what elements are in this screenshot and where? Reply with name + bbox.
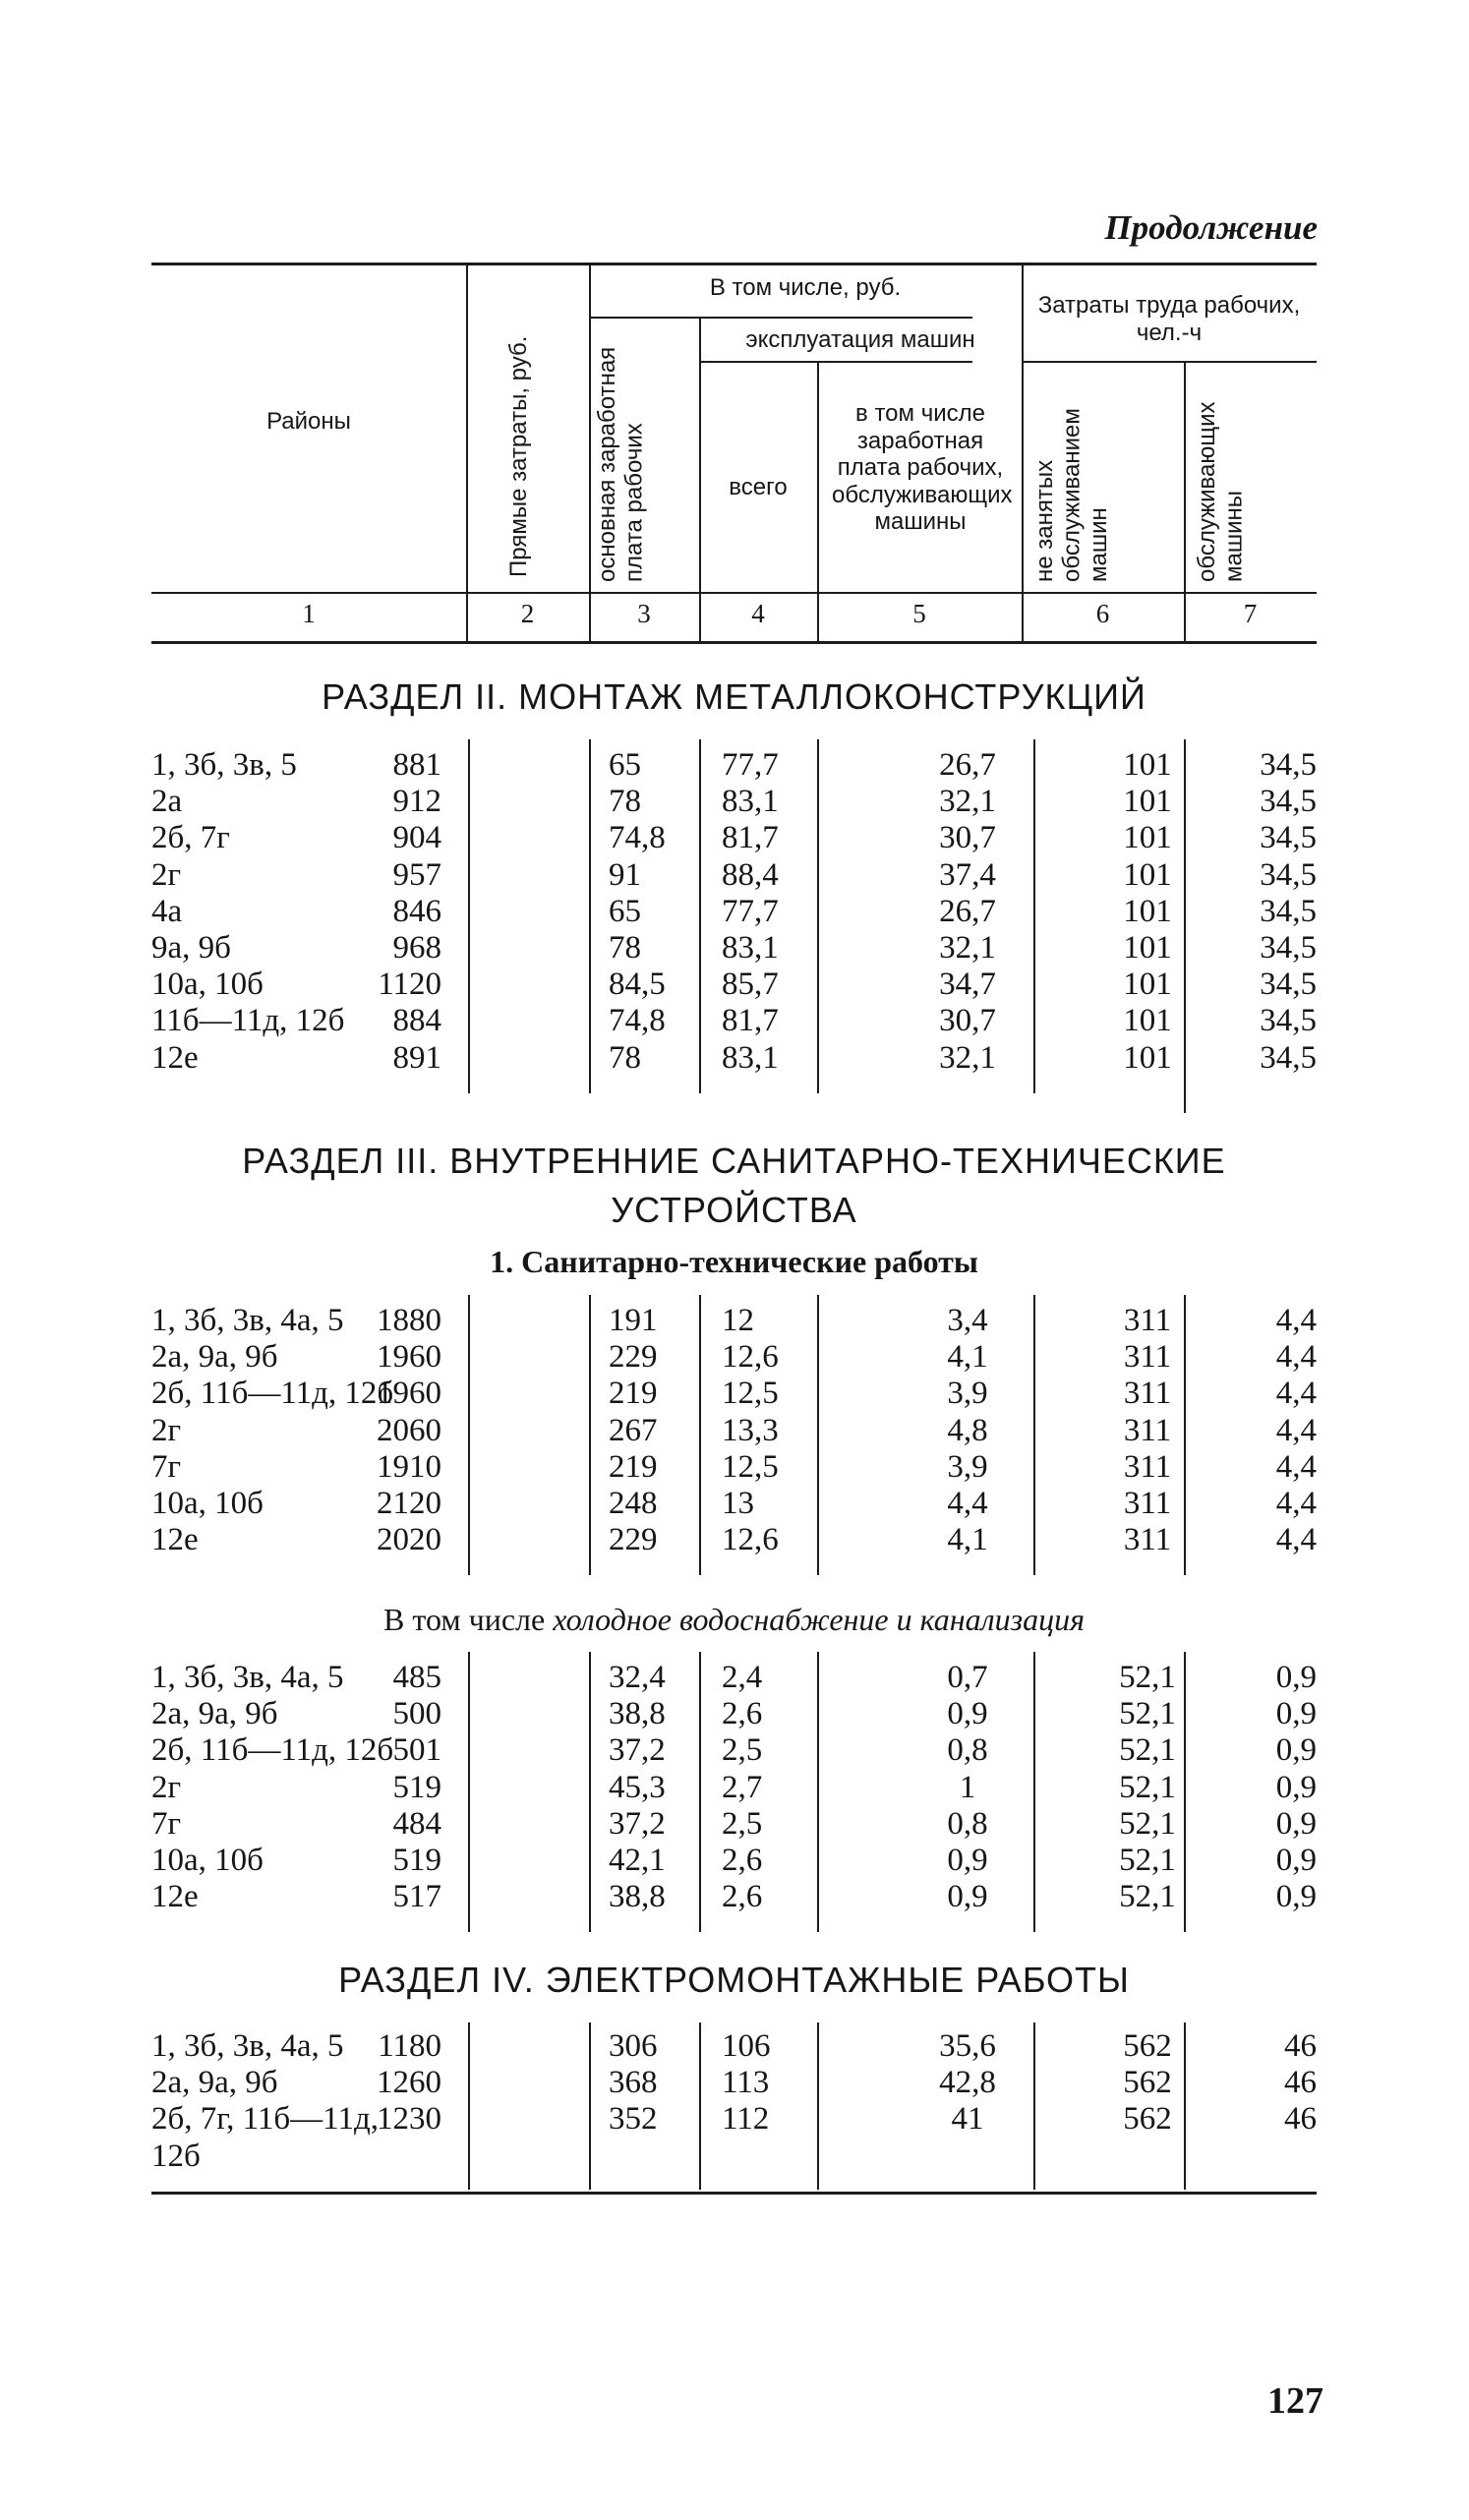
labor-not-machines-cell: 52,1 (1119, 1660, 1176, 1695)
direct-costs-cell: 519 (392, 1843, 441, 1878)
table-row (151, 1303, 1317, 1339)
direct-costs-cell: 485 (392, 1660, 441, 1695)
table-row (151, 1732, 1317, 1769)
labor-machines-cell: 4,4 (1275, 1486, 1317, 1521)
region-cell: 10а, 10б (151, 1843, 264, 1878)
direct-costs-cell: 968 (392, 930, 441, 966)
base-wage-cell: 248 (609, 1486, 658, 1521)
machines-total-cell: 83,1 (722, 1039, 779, 1076)
base-wage-cell: 32,4 (609, 1660, 666, 1695)
machine-wage-cell: 4,8 (947, 1412, 988, 1448)
base-wage-cell: 368 (609, 2065, 658, 2101)
table-row (151, 894, 1317, 930)
labor-not-machines-cell: 101 (1123, 820, 1172, 856)
machines-total-cell: 12 (722, 1303, 754, 1338)
machine-wage-cell: 4,1 (947, 1339, 988, 1376)
header-incl-rub: В том числе, руб. (709, 274, 902, 301)
region-cell: 2б, 11б—11д, 12б (151, 1376, 394, 1412)
region-cell: 1, 3б, 3в, 4а, 5 (151, 1303, 344, 1338)
table-row (151, 2139, 1317, 2175)
labor-not-machines-cell: 52,1 (1119, 1843, 1176, 1878)
header-direct-costs: Прямые затраты, руб. (505, 335, 532, 577)
base-wage-cell: 45,3 (609, 1769, 666, 1805)
machines-total-cell: 113 (722, 2065, 770, 2101)
machine-wage-cell: 26,7 (939, 893, 996, 929)
direct-costs-cell: 1960 (377, 1339, 441, 1376)
labor-not-machines-cell: 52,1 (1119, 1732, 1176, 1769)
header-vline (466, 263, 468, 641)
header-not-machines: не занятых обслуживанием машин (1031, 408, 1113, 582)
machine-wage-cell: 42,8 (939, 2065, 996, 2101)
labor-machines-cell: 34,5 (1260, 820, 1317, 856)
machines-total-cell: 112 (722, 2101, 770, 2138)
header-machine-operation: эксплуатация машин (745, 326, 975, 353)
machines-total-cell: 13 (722, 1486, 754, 1521)
header-rule-labor (1022, 361, 1317, 363)
region-cell: 2г (151, 1769, 182, 1805)
labor-not-machines-cell: 311 (1123, 1339, 1172, 1376)
region-cell: 2а (151, 784, 183, 820)
header-serving-machines: обслуживающих машины (1194, 401, 1248, 582)
labor-not-machines-cell: 101 (1123, 930, 1172, 966)
machine-wage-cell: 37,4 (939, 856, 996, 893)
table-row (151, 857, 1317, 894)
labor-not-machines-cell: 311 (1123, 1412, 1172, 1448)
base-wage-cell: 37,2 (609, 1805, 666, 1842)
page-number: 127 (1267, 2380, 1323, 2422)
table-row (151, 1449, 1317, 1486)
direct-costs-cell: 1880 (377, 1303, 441, 1338)
labor-not-machines-cell: 52,1 (1119, 1696, 1176, 1732)
region-cell: 4а (151, 893, 183, 929)
table-row (151, 2065, 1317, 2101)
machine-wage-cell: 3,4 (947, 1303, 988, 1338)
labor-not-machines-cell: 311 (1123, 1522, 1172, 1558)
base-wage-cell: 306 (609, 2028, 658, 2064)
col-number-6: 6 (1095, 599, 1110, 628)
header-machine-wage: в том числе заработная плата рабочих, обслуживающих машины (832, 400, 1013, 536)
machines-total-cell: 83,1 (722, 784, 779, 820)
labor-not-machines-cell: 52,1 (1119, 1769, 1176, 1805)
region-cell: 2а, 9а, 9б (151, 2065, 278, 2101)
table-row (151, 820, 1317, 856)
labor-not-machines-cell: 101 (1123, 893, 1172, 929)
header-rule-numbers (151, 592, 1317, 594)
table-row (151, 2101, 1317, 2138)
labor-not-machines-cell: 101 (1123, 784, 1172, 820)
machines-total-cell: 12,6 (722, 1522, 779, 1558)
table-row (151, 1806, 1317, 1843)
labor-machines-cell: 0,9 (1275, 1805, 1317, 1842)
base-wage-cell: 65 (609, 893, 641, 929)
labor-machines-cell: 4,4 (1275, 1339, 1317, 1376)
labor-machines-cell: 34,5 (1260, 967, 1317, 1003)
labor-machines-cell: 34,5 (1260, 747, 1317, 783)
labor-not-machines-cell: 311 (1123, 1486, 1172, 1521)
machines-total-cell: 13,3 (722, 1412, 779, 1448)
machines-total-cell: 83,1 (722, 930, 779, 966)
direct-costs-cell: 881 (392, 747, 441, 783)
base-wage-cell: 229 (609, 1522, 658, 1558)
machine-wage-cell: 32,1 (939, 930, 996, 966)
direct-costs-cell: 1180 (378, 2028, 441, 2064)
table-row (151, 1486, 1317, 1522)
machines-total-cell: 85,7 (722, 967, 779, 1003)
machines-total-cell: 12,6 (722, 1339, 779, 1376)
header-rule-machines (699, 361, 972, 363)
direct-costs-cell: 1230 (377, 2101, 441, 2138)
direct-costs-cell: 846 (392, 893, 441, 929)
machines-total-cell: 77,7 (722, 893, 779, 929)
direct-costs-cell: 484 (392, 1805, 441, 1842)
region-cell: 2б, 7г, 11б—11д, (151, 2101, 379, 2138)
col-number-2: 2 (520, 599, 535, 628)
labor-machines-cell: 34,5 (1260, 1039, 1317, 1076)
table-row (151, 1843, 1317, 1879)
machine-wage-cell: 4,4 (947, 1486, 988, 1521)
region-cell: 12е (151, 1879, 199, 1915)
machine-wage-cell: 26,7 (939, 747, 996, 783)
direct-costs-cell: 2120 (377, 1486, 441, 1521)
header-rule-incl (589, 317, 972, 319)
machines-total-cell: 77,7 (722, 747, 779, 783)
table-row (151, 1696, 1317, 1732)
machines-total-cell: 12,5 (722, 1376, 779, 1412)
region-cell: 1, 3б, 3в, 4а, 5 (151, 2028, 344, 2064)
region-cell: 2г (151, 856, 182, 893)
machine-wage-cell: 41 (951, 2101, 984, 2138)
col-number-1: 1 (302, 599, 316, 628)
direct-costs-cell: 891 (392, 1039, 441, 1076)
labor-machines-cell: 4,4 (1275, 1376, 1317, 1412)
machine-wage-cell: 35,6 (939, 2028, 996, 2064)
base-wage-cell: 74,8 (609, 1003, 666, 1039)
machines-total-cell: 2,5 (722, 1732, 763, 1769)
labor-not-machines-cell: 101 (1123, 967, 1172, 1003)
direct-costs-cell: 500 (392, 1696, 441, 1732)
labor-machines-cell: 0,9 (1275, 1660, 1317, 1695)
base-wage-cell: 219 (609, 1376, 658, 1412)
region-cell: 10а, 10б (151, 967, 264, 1003)
direct-costs-cell: 1960 (377, 1376, 441, 1412)
section-3-title-line2: УСТРОЙСТВА (611, 1190, 857, 1230)
region-cell: 12е (151, 1039, 199, 1076)
machine-wage-cell: 4,1 (947, 1522, 988, 1558)
continuation-label: Продолжение (1104, 208, 1318, 247)
header-machines-total: всего (729, 474, 788, 500)
machine-wage-cell: 34,7 (939, 967, 996, 1003)
region-cell: 2а, 9а, 9б (151, 1696, 278, 1732)
table-row (151, 1339, 1317, 1376)
machines-total-cell: 12,5 (722, 1448, 779, 1485)
labor-not-machines-cell: 101 (1123, 856, 1172, 893)
table-row (151, 1522, 1317, 1558)
labor-machines-cell: 4,4 (1275, 1522, 1317, 1558)
labor-not-machines-cell: 311 (1123, 1376, 1172, 1412)
section-4-title: РАЗДЕЛ IV. ЭЛЕКТРОМОНТАЖНЫЕ РАБОТЫ (338, 1960, 1130, 2000)
cold-water-subtitle (151, 1602, 1317, 1638)
direct-costs-cell: 1910 (377, 1448, 441, 1485)
region-cell: 12б (151, 2138, 201, 2174)
labor-machines-cell: 34,5 (1260, 784, 1317, 820)
table-row (151, 1376, 1317, 1412)
region-cell: 2б, 11б—11д, 12б (151, 1732, 394, 1769)
col-number-4: 4 (751, 599, 765, 628)
region-cell: 2г (151, 1412, 182, 1448)
labor-not-machines-cell: 562 (1123, 2101, 1172, 2138)
base-wage-cell: 219 (609, 1448, 658, 1485)
table-row (151, 784, 1317, 820)
direct-costs-cell: 904 (392, 820, 441, 856)
labor-machines-cell: 46 (1284, 2101, 1317, 2138)
machine-wage-cell: 0,9 (947, 1879, 988, 1915)
region-cell: 2б, 7г (151, 820, 230, 856)
direct-costs-cell: 884 (392, 1003, 441, 1039)
direct-costs-cell: 1120 (378, 967, 441, 1003)
machine-wage-cell: 1 (959, 1769, 976, 1805)
base-wage-cell: 74,8 (609, 820, 666, 856)
cold-water-subtitle-lead: В том числе (383, 1602, 554, 1637)
machine-wage-cell: 0,9 (947, 1843, 988, 1878)
labor-machines-cell: 46 (1284, 2065, 1317, 2101)
base-wage-cell: 352 (609, 2101, 658, 2138)
table-row (151, 1770, 1317, 1806)
direct-costs-cell: 2020 (377, 1522, 441, 1558)
base-wage-cell: 191 (609, 1303, 658, 1338)
direct-costs-cell: 1260 (377, 2065, 441, 2101)
labor-machines-cell: 4,4 (1275, 1448, 1317, 1485)
region-cell: 7г (151, 1805, 182, 1842)
table-row (151, 1040, 1317, 1077)
labor-not-machines-cell: 101 (1123, 747, 1172, 783)
machine-wage-cell: 30,7 (939, 820, 996, 856)
base-wage-cell: 38,8 (609, 1879, 666, 1915)
labor-not-machines-cell: 562 (1123, 2065, 1172, 2101)
region-cell: 11б—11д, 12б (151, 1003, 345, 1039)
labor-machines-cell: 0,9 (1275, 1769, 1317, 1805)
col-number-7: 7 (1243, 599, 1258, 628)
direct-costs-cell: 501 (392, 1732, 441, 1769)
table-row (151, 1003, 1317, 1039)
labor-machines-cell: 0,9 (1275, 1843, 1317, 1878)
labor-machines-cell: 0,9 (1275, 1732, 1317, 1769)
machines-total-cell: 2,4 (722, 1660, 763, 1695)
table-row (151, 967, 1317, 1003)
labor-not-machines-cell: 562 (1123, 2028, 1172, 2064)
labor-not-machines-cell: 52,1 (1119, 1805, 1176, 1842)
direct-costs-cell: 2060 (377, 1412, 441, 1448)
base-wage-cell: 229 (609, 1339, 658, 1376)
base-wage-cell: 65 (609, 747, 641, 783)
base-wage-cell: 42,1 (609, 1843, 666, 1878)
labor-machines-cell: 0,9 (1275, 1879, 1317, 1915)
machine-wage-cell: 32,1 (939, 1039, 996, 1076)
region-cell: 1, 3б, 3в, 4а, 5 (151, 1660, 344, 1695)
header-vline (589, 263, 591, 641)
labor-machines-cell: 34,5 (1260, 930, 1317, 966)
labor-not-machines-cell: 311 (1123, 1303, 1172, 1338)
machines-total-cell: 88,4 (722, 856, 779, 893)
base-wage-cell: 78 (609, 1039, 641, 1076)
direct-costs-cell: 519 (392, 1769, 441, 1805)
labor-machines-cell: 34,5 (1260, 893, 1317, 929)
header-regions: Районы (266, 408, 351, 435)
direct-costs-cell: 957 (392, 856, 441, 893)
machine-wage-cell: 0,9 (947, 1696, 988, 1732)
base-wage-cell: 91 (609, 856, 641, 893)
header-base-wage: основная заработная плата рабочих (594, 346, 648, 582)
base-wage-cell: 37,2 (609, 1732, 666, 1769)
region-cell: 2а, 9а, 9б (151, 1339, 278, 1376)
labor-machines-cell: 4,4 (1275, 1303, 1317, 1338)
col-number-3: 3 (637, 599, 651, 628)
base-wage-cell: 38,8 (609, 1696, 666, 1732)
region-cell: 10а, 10б (151, 1486, 264, 1521)
machine-wage-cell: 32,1 (939, 784, 996, 820)
section-3-title-line1: РАЗДЕЛ III. ВНУТРЕННИЕ САНИТАРНО-ТЕХНИЧЕСКИЕ (242, 1141, 1226, 1181)
machine-wage-cell: 0,8 (947, 1732, 988, 1769)
region-cell: 12е (151, 1522, 199, 1558)
labor-not-machines-cell: 101 (1123, 1039, 1172, 1076)
base-wage-cell: 267 (609, 1412, 658, 1448)
machines-total-cell: 81,7 (722, 1003, 779, 1039)
machine-wage-cell: 30,7 (939, 1003, 996, 1039)
section-2-title: РАЗДЕЛ II. МОНТАЖ МЕТАЛЛОКОНСТРУКЦИЙ (322, 676, 1146, 717)
region-cell: 9а, 9б (151, 930, 231, 966)
direct-costs-cell: 517 (392, 1879, 441, 1915)
col-number-5: 5 (912, 599, 926, 628)
base-wage-cell: 78 (609, 784, 641, 820)
machines-total-cell: 2,7 (722, 1769, 763, 1805)
labor-machines-cell: 34,5 (1260, 1003, 1317, 1039)
table-top-rule (151, 263, 1317, 265)
machines-total-cell: 2,6 (722, 1843, 763, 1878)
machines-total-cell: 81,7 (722, 820, 779, 856)
machine-wage-cell: 0,7 (947, 1660, 988, 1695)
header-labor-costs: Затраты труда рабочих, чел.-ч (1037, 292, 1301, 346)
base-wage-cell: 84,5 (609, 967, 666, 1003)
cost-table (151, 263, 1317, 2229)
table-row (151, 930, 1317, 967)
labor-not-machines-cell: 52,1 (1119, 1879, 1176, 1915)
labor-machines-cell: 34,5 (1260, 856, 1317, 893)
machines-total-cell: 2,5 (722, 1805, 763, 1842)
region-cell: 1, 3б, 3в, 5 (151, 747, 297, 783)
header-bottom-rule (151, 641, 1317, 644)
machine-wage-cell: 0,8 (947, 1805, 988, 1842)
machine-wage-cell: 3,9 (947, 1376, 988, 1412)
machines-total-cell: 2,6 (722, 1696, 763, 1732)
table-row (151, 747, 1317, 784)
table-row (151, 1879, 1317, 1915)
table-bottom-rule (151, 2192, 1317, 2195)
labor-not-machines-cell: 311 (1123, 1448, 1172, 1485)
labor-machines-cell: 46 (1284, 2028, 1317, 2064)
machines-total-cell: 2,6 (722, 1879, 763, 1915)
machine-wage-cell: 3,9 (947, 1448, 988, 1485)
machines-total-cell: 106 (722, 2028, 771, 2064)
region-cell: 7г (151, 1448, 182, 1485)
base-wage-cell: 78 (609, 930, 641, 966)
cold-water-subtitle-italic: холодное водоснабжение и канализация (553, 1602, 1085, 1637)
labor-machines-cell: 0,9 (1275, 1696, 1317, 1732)
table-row (151, 1660, 1317, 1696)
direct-costs-cell: 912 (392, 784, 441, 820)
labor-not-machines-cell: 101 (1123, 1003, 1172, 1039)
table-row (151, 2028, 1317, 2065)
table-row (151, 1413, 1317, 1449)
labor-machines-cell: 4,4 (1275, 1412, 1317, 1448)
section-3-subtitle: 1. Санитарно-технические работы (490, 1244, 978, 1279)
